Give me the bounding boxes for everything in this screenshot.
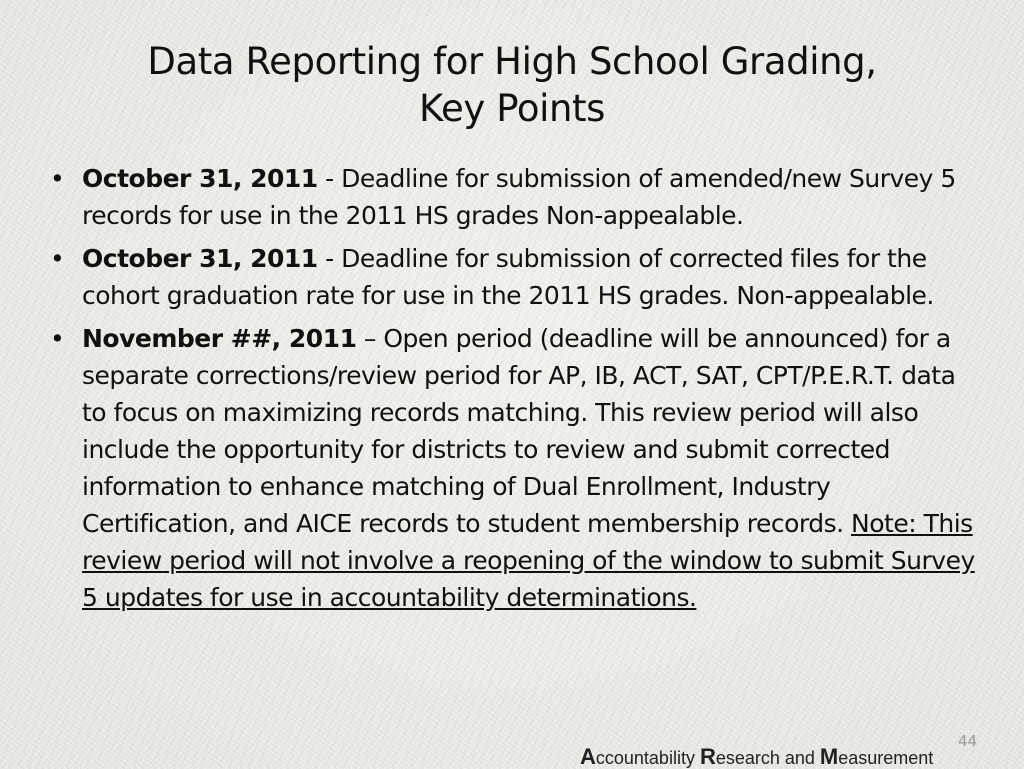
- bullet-item: [0, 240, 986, 314]
- bullet-text: Deadline for submission of corrected files for the cohort graduation rate for use in the 2011 HS grades. Non-appealable.: [82, 244, 934, 310]
- slide-title-line-2: Key Points: [419, 87, 605, 130]
- bullet-separator: –: [356, 324, 384, 353]
- slide-title: [60, 38, 964, 132]
- footer-organization-name: [580, 746, 1020, 768]
- footer-word-accountability: ccountability: [595, 748, 700, 768]
- bullet-dot-icon: •: [50, 324, 65, 353]
- footer-word-research: esearch and: [715, 748, 820, 768]
- footer-initial-r: R: [699, 744, 716, 769]
- bullet-separator: -: [317, 164, 342, 193]
- page-number: 44: [958, 732, 978, 750]
- bullet-text: Open period (deadline will be announced) for a separate corrections/review period for AP, IB, ACT, SAT, CPT/P.E.R.T. data to focus on maximizing records matching. This review period will also include the opportunity for districts to review and submit corrected information to enhance matching of Dual Enrollment, Industry Certification, and AICE records to student membership records.: [82, 324, 956, 538]
- bullet-item: [0, 160, 986, 234]
- bullet-dot-icon: •: [50, 164, 65, 193]
- bullet-separator: -: [317, 244, 342, 273]
- bullet-date: November ##, 2011: [82, 324, 357, 353]
- footer-initial-m: M: [819, 744, 839, 769]
- slide-title-line-1: Data Reporting for High School Grading,: [147, 40, 877, 83]
- footer-word-measurement: easurement: [838, 748, 934, 768]
- footer-initial-a: A: [580, 744, 596, 769]
- bullet-date: October 31, 2011: [82, 164, 318, 193]
- bullet-underlined-note: Note: This review period will not involve a reopening of the window to submit Survey 5 updates for use in accountability determinations.: [82, 509, 975, 612]
- bullet-item: [0, 320, 986, 616]
- bullet-text: Deadline for submission of amended/new Survey 5 records for use in the 2011 HS grades Non-appealable.: [82, 164, 956, 230]
- bullet-list: [0, 160, 1000, 622]
- bullet-date: October 31, 2011: [82, 244, 318, 273]
- bullet-dot-icon: •: [50, 244, 65, 273]
